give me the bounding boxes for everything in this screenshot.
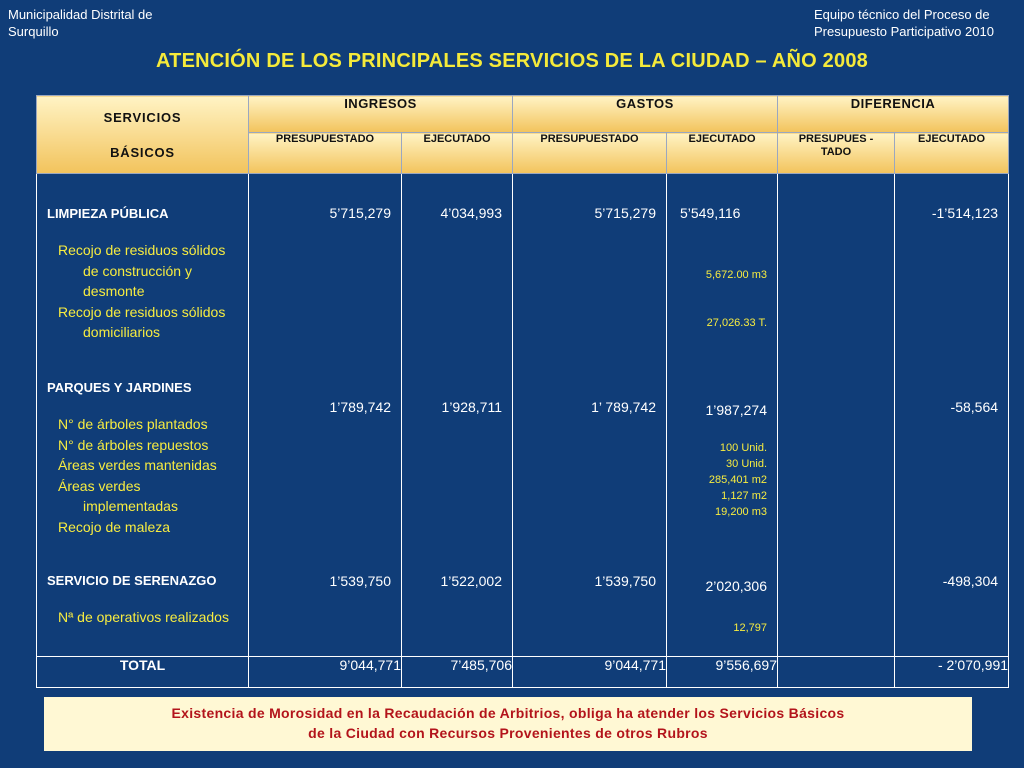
parques-dif-ejecutado: -58,564 (950, 399, 999, 415)
page-title: ATENCIÓN DE LOS PRINCIPALES SERVICIOS DE LA CIUDAD – AÑO 2008 (156, 50, 868, 72)
total-dif-presupuestado (778, 657, 895, 688)
sub-gas-presupuestado: PRESUPUESTADO (513, 133, 667, 174)
list-item: implementadas (83, 498, 178, 514)
sub-dif-ejecutado: EJECUTADO (895, 133, 1009, 174)
total-dif-ejecutado: - 2’070,991 (895, 657, 1009, 688)
limpieza-detail: 5,672.00 m3 (705, 269, 768, 281)
list-item: 19,200 m3 (715, 506, 768, 518)
row-name-serenazgo: SERVICIO DE SERENAZGO (47, 573, 217, 588)
services-column (37, 174, 249, 657)
municipality-line-2: Surquillo (8, 24, 59, 39)
col-gastos-header: GASTOS (513, 96, 778, 133)
list-item: Recojo de maleza (58, 518, 171, 535)
col-diferencia-header: DIFERENCIA (778, 96, 1009, 133)
list-item: de construcción y (83, 262, 192, 279)
parques-gas-presupuestado: 1’ 789,742 (591, 399, 656, 415)
sub-gas-ejecutado: EJECUTADO (667, 133, 778, 174)
sub-dif-presupuestado: PRESUPUES - TADO (778, 133, 895, 174)
total-label: TOTAL (37, 657, 249, 688)
col-ingresos-header: INGRESOS (249, 96, 513, 133)
col-servicios-line-1: SERVICIOS (103, 109, 182, 125)
parques-details (709, 440, 767, 520)
ing-ejecutado-column (402, 174, 513, 657)
serenazgo-ing-ejecutado: 1’522,002 (440, 573, 502, 589)
dif-ejecutado-column (895, 174, 1009, 657)
limpieza-ing-presupuestado: 5’715,279 (329, 205, 391, 221)
list-item: desmonte (83, 283, 145, 299)
gas-presupuestado-column (513, 174, 667, 657)
total-ing-presupuestado: 9’044,771 (249, 657, 402, 688)
parques-ing-ejecutado: 1’928,711 (441, 399, 502, 415)
total-row (37, 657, 1009, 688)
sub-ing-presupuestado: PRESUPUESTADO (249, 133, 402, 174)
limpieza-items (58, 240, 225, 343)
list-item: domiciliarios (83, 324, 161, 340)
list-item: N° de árboles plantados (58, 416, 208, 432)
col-servicios-line-2: BÁSICOS (110, 144, 175, 160)
parques-ing-presupuestado: 1’789,742 (329, 399, 391, 415)
row-name-parques: PARQUES Y JARDINES (47, 380, 192, 395)
serenazgo-dif-ejecutado: -498,304 (942, 573, 999, 589)
list-item: Áreas verdes mantenidas (58, 457, 217, 473)
total-ing-ejecutado: 7’485,706 (402, 657, 513, 688)
list-item: 1,127 m2 (721, 490, 768, 502)
municipality-header (8, 6, 153, 40)
serenazgo-items (58, 607, 229, 628)
row-name-limpieza: LIMPIEZA PÚBLICA (47, 206, 169, 221)
note-line-1: Existencia de Morosidad en la Recaudación de Arbitrios, obliga ha atender los Servicios Básicos (171, 705, 845, 721)
limpieza-gas-presupuestado: 5’715,279 (594, 205, 656, 221)
limpieza-detail: 27,026.33 T. (706, 317, 768, 329)
list-item: 285,401 m2 (708, 474, 768, 486)
ing-presupuestado-column (249, 174, 402, 657)
col-servicios-header (37, 96, 249, 174)
list-item: N° de árboles repuestos (58, 436, 209, 453)
limpieza-ing-ejecutado: 4’034,993 (440, 205, 502, 221)
services-table (36, 95, 1009, 688)
sub-ing-ejecutado: EJECUTADO (402, 133, 513, 174)
list-item: Recojo de residuos sólidos (58, 242, 226, 258)
limpieza-gas-ejecutado: 5’549,116 (680, 205, 741, 221)
list-item: 100 Unid. (719, 442, 768, 454)
parques-gas-ejecutado: 1’987,274 (705, 402, 768, 418)
team-line-2: Presupuesto Participativo 2010 (814, 24, 994, 39)
serenazgo-gas-presupuestado: 1’539,750 (594, 573, 656, 589)
dif-presupuestado-column (778, 174, 895, 657)
team-line-1: Equipo técnico del Proceso de (814, 7, 990, 22)
header-row-1 (37, 96, 1009, 133)
note-line-2: de la Ciudad con Recursos Provenientes de otros Rubros (308, 725, 708, 741)
serenazgo-detail: 12,797 (733, 622, 768, 634)
serenazgo-ing-presupuestado: 1’539,750 (329, 573, 391, 589)
parques-items (58, 414, 217, 537)
list-item: Nª de operativos realizados (58, 609, 229, 625)
total-gas-presupuestado: 9’044,771 (513, 657, 667, 688)
list-item: Recojo de residuos sólidos (58, 303, 226, 320)
list-item: 30 Unid. (726, 458, 768, 470)
team-header (814, 6, 994, 40)
serenazgo-gas-ejecutado: 2’020,306 (705, 578, 768, 594)
gas-ejecutado-column (667, 174, 778, 657)
limpieza-dif-ejecutado: -1’514,123 (931, 205, 999, 221)
total-gas-ejecutado: 9’556,697 (667, 657, 778, 688)
table-body-row (37, 174, 1009, 657)
municipality-line-1: Municipalidad Distrital de (8, 7, 153, 22)
morosidad-note (44, 697, 972, 751)
list-item: Áreas verdes (58, 477, 141, 494)
